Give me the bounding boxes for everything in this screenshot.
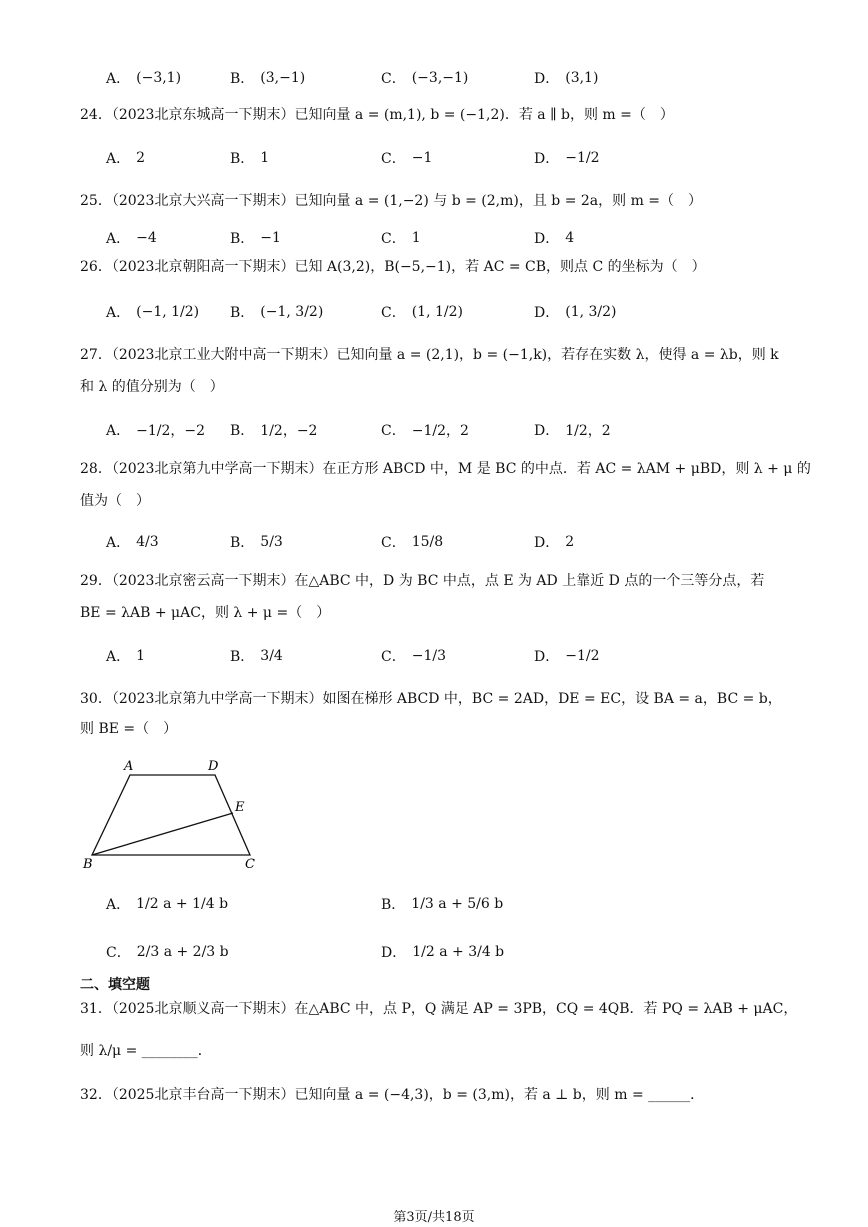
q29-stem-line1: 29．（2023北京密云高一下期末）在△ABC 中，D 为 BC 中点，点 E 为 AD 上靠近 D 点的一个三等分点，若	[80, 573, 765, 589]
q27-option-b	[230, 410, 317, 450]
option-value: −1/2	[565, 648, 600, 664]
q29-option-b	[230, 636, 283, 676]
option-label: B．	[381, 897, 406, 913]
q29-option-d	[534, 636, 600, 676]
option-value: −4	[136, 230, 157, 246]
option-label: C．	[381, 231, 406, 247]
q23-option-c	[381, 58, 468, 98]
q30-options-row2	[106, 932, 806, 972]
option-label: D．	[534, 71, 560, 87]
option-label: D．	[381, 945, 407, 961]
option-label: D．	[534, 649, 560, 665]
option-label: C．	[381, 649, 406, 665]
option-value: −1	[260, 230, 281, 246]
option-value: −1/2，2	[411, 423, 469, 439]
q25-option-b	[230, 218, 281, 258]
option-value: 2	[136, 150, 146, 166]
option-label: C．	[381, 71, 406, 87]
trapezoid-figure	[80, 755, 270, 875]
option-value: 15/8	[411, 534, 444, 550]
q26-option-d	[534, 292, 617, 332]
q27-stem-line1: 27．（2023北京工业大附中高一下期末）已知向量 a = (2,1)，b = (−1,k)，若存在实数 λ，使得 a = λb，则 k	[80, 347, 779, 363]
option-value: (−3,−1)	[411, 70, 469, 86]
q30-option-d	[381, 932, 504, 972]
q28-option-b	[230, 522, 283, 562]
q24-option-a	[106, 138, 145, 178]
option-label: A．	[106, 231, 131, 247]
option-value: −1/2，−2	[136, 423, 206, 439]
q23-options	[106, 58, 806, 98]
option-label: C．	[106, 945, 131, 961]
q26-options	[106, 292, 806, 332]
option-value: 1/2 a + 3/4 b	[412, 944, 505, 960]
q29-options	[106, 636, 806, 676]
q25-option-a	[106, 218, 157, 258]
option-label: B．	[230, 231, 255, 247]
q32-stem: 32．（2025北京丰台高一下期末）已知向量 a = (−4,3)，b = (3,m)，若 a ⊥ b，则 m = ______．	[80, 1087, 705, 1103]
q24-option-d	[534, 138, 600, 178]
q23-option-b	[230, 58, 305, 98]
q26-option-b	[230, 292, 323, 332]
option-value: (−1, 3/2)	[260, 304, 324, 320]
option-value: 1	[260, 150, 270, 166]
option-label: B．	[230, 305, 255, 321]
option-value: 3/4	[260, 648, 283, 664]
q26-stem: 26．（2023北京朝阳高一下期末）已知 A(3,2)，B(−5,−1)，若 AC = CB，则点 C 的坐标为（ ）	[80, 259, 706, 275]
q23-option-a	[106, 58, 181, 98]
option-label: A．	[106, 423, 131, 439]
option-label: D．	[534, 151, 560, 167]
option-label: D．	[534, 423, 560, 439]
option-label: A．	[106, 649, 131, 665]
q31-stem-line2: 则 λ/μ = ________．	[80, 1043, 212, 1059]
option-label: D．	[534, 305, 560, 321]
page-number-footer: 第3页/共18页	[393, 1210, 475, 1225]
option-label: A．	[106, 897, 131, 913]
q25-options	[106, 218, 806, 258]
option-label: B．	[230, 649, 255, 665]
q28-option-c	[381, 522, 443, 562]
q31-stem-line1: 31．（2025北京顺义高一下期末）在△ABC 中，点 P，Q 满足 AP = 3PB，CQ = 4QB．若 PQ = λAB + μAC，	[80, 1001, 798, 1017]
q29-option-c	[381, 636, 446, 676]
option-label: A．	[106, 151, 131, 167]
q26-option-c	[381, 292, 463, 332]
option-label: A．	[106, 71, 131, 87]
option-value: 1/3 a + 5/6 b	[411, 896, 504, 912]
option-value: −1	[411, 150, 433, 166]
q27-option-c	[381, 410, 469, 450]
q25-option-c	[381, 218, 421, 258]
option-label: B．	[230, 423, 255, 439]
q30-options-row1	[106, 884, 806, 924]
q24-options	[106, 138, 806, 178]
option-label: C．	[381, 423, 406, 439]
section-title-fill-in: 二、填空题	[80, 977, 150, 993]
option-value: 1	[411, 230, 421, 246]
option-value: (1, 1/2)	[411, 304, 463, 320]
vertex-label-e: E	[235, 800, 245, 815]
option-value: 2/3 a + 2/3 b	[136, 944, 229, 960]
option-value: 1/2，2	[565, 423, 611, 439]
q27-stem-line2: 和 λ 的值分别为（ ）	[80, 379, 224, 395]
vertex-label-d: D	[208, 759, 219, 774]
option-value: 5/3	[260, 534, 283, 550]
q27-options	[106, 410, 806, 450]
vertex-label-b: B	[83, 857, 93, 872]
option-value: 4	[565, 230, 575, 246]
option-value: 1/2 a + 1/4 b	[136, 896, 229, 912]
option-value: −1/2	[565, 150, 600, 166]
option-value: −1/3	[411, 648, 446, 664]
q27-option-a	[106, 410, 205, 450]
option-value: (−3,1)	[136, 70, 182, 86]
vertex-label-c: C	[245, 857, 255, 872]
option-label: D．	[534, 231, 560, 247]
q24-option-b	[230, 138, 269, 178]
q23-option-d	[534, 58, 598, 98]
q30-option-a	[106, 884, 228, 924]
q28-options	[106, 522, 806, 562]
option-label: A．	[106, 305, 131, 321]
option-value: 1/2，−2	[260, 423, 318, 439]
option-value: (−1, 1/2)	[136, 304, 200, 320]
q28-stem-line2: 值为（ ）	[80, 493, 150, 509]
q25-stem: 25．（2023北京大兴高一下期末）已知向量 a = (1,−2) 与 b = (2,m)，且 b = 2a，则 m =（ ）	[80, 193, 703, 209]
option-value: (3,−1)	[260, 70, 306, 86]
q28-stem-line1: 28．（2023北京第九中学高一下期末）在正方形 ABCD 中，M 是 BC 的中点．若 AC = λAM + μBD，则 λ + μ 的	[80, 461, 811, 477]
option-value: 1	[136, 648, 146, 664]
q28-option-a	[106, 522, 159, 562]
option-value: (3,1)	[565, 70, 599, 86]
q27-option-d	[534, 410, 611, 450]
option-value: 2	[565, 534, 575, 550]
option-value: (1, 3/2)	[565, 304, 617, 320]
q29-stem-line2: BE = λAB + μAC，则 λ + μ =（ ）	[80, 605, 331, 621]
vertex-label-a: A	[124, 759, 134, 774]
option-label: B．	[230, 71, 255, 87]
q30-option-c	[106, 932, 229, 972]
q28-option-d	[534, 522, 574, 562]
option-label: C．	[381, 151, 406, 167]
q26-option-a	[106, 292, 199, 332]
option-label: A．	[106, 535, 131, 551]
q30-option-b	[381, 884, 503, 924]
q25-option-d	[534, 218, 574, 258]
option-label: D．	[534, 535, 560, 551]
q24-stem: 24．（2023北京东城高一下期末）已知向量 a = (m,1), b = (−1,2)．若 a ∥ b，则 m =（ ）	[80, 107, 674, 123]
q30-stem-line1: 30．（2023北京第九中学高一下期末）如图在梯形 ABCD 中，BC = 2AD，DE = EC，设 BA = a，BC = b，	[80, 691, 782, 707]
option-label: B．	[230, 151, 255, 167]
q30-stem-line2: 则 BE =（ ）	[80, 721, 178, 737]
option-label: C．	[381, 305, 406, 321]
option-label: B．	[230, 535, 255, 551]
segment-be	[92, 813, 233, 855]
option-value: 4/3	[136, 534, 159, 550]
q24-option-c	[381, 138, 432, 178]
option-label: C．	[381, 535, 406, 551]
q29-option-a	[106, 636, 145, 676]
